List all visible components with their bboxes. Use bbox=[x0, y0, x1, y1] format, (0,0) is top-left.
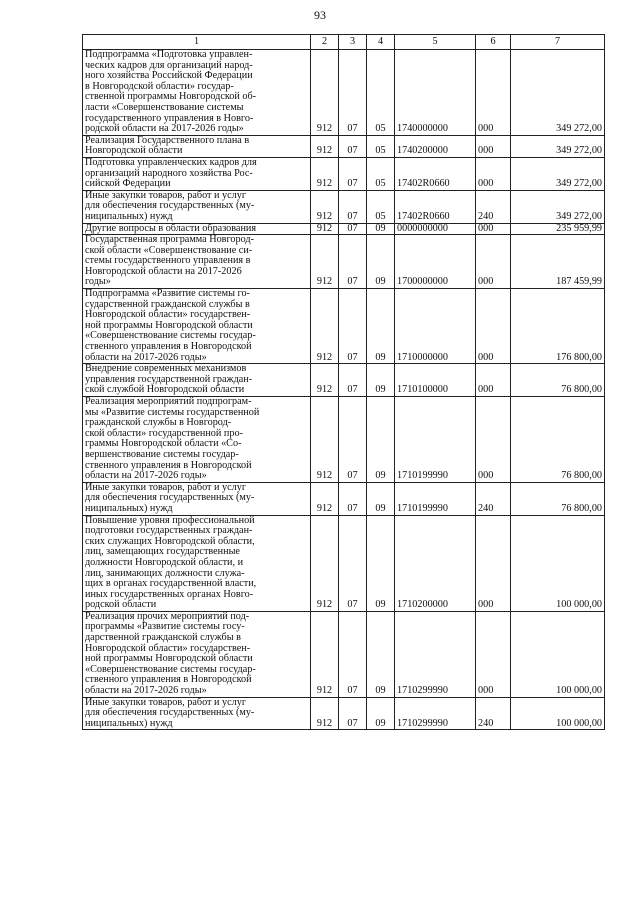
table-row bbox=[83, 50, 605, 136]
section-code-cell: 07 bbox=[339, 515, 367, 611]
target-article-cell: 1700000000 bbox=[395, 235, 476, 289]
section-code-cell: 07 bbox=[339, 223, 367, 235]
target-article-cell: 1710299990 bbox=[395, 697, 476, 730]
expense-type-cell: 000 bbox=[476, 289, 511, 364]
section-code-cell: 07 bbox=[339, 482, 367, 515]
admin-code-cell: 912 bbox=[311, 697, 339, 730]
amount-cell: 187 459,99 bbox=[511, 235, 605, 289]
subsection-code-cell: 09 bbox=[367, 611, 395, 697]
section-code-cell: 07 bbox=[339, 611, 367, 697]
amount-cell: 349 272,00 bbox=[511, 157, 605, 190]
item-name-cell: Иные закупки товаров, работ и услуг для обеспечения государственных (му- ниципальных) нужд bbox=[83, 482, 311, 515]
target-article-cell: 1740000000 bbox=[395, 50, 476, 136]
amount-cell: 76 800,00 bbox=[511, 397, 605, 483]
section-code-cell: 07 bbox=[339, 364, 367, 397]
amount-cell: 349 272,00 bbox=[511, 135, 605, 157]
section-code-cell: 07 bbox=[339, 190, 367, 223]
table-body bbox=[83, 50, 605, 730]
target-article-cell: 1740200000 bbox=[395, 135, 476, 157]
item-name-cell: Иные закупки товаров, работ и услуг для обеспечения государственных (му- ниципальных) нужд bbox=[83, 697, 311, 730]
subsection-code-cell: 05 bbox=[367, 190, 395, 223]
column-header: 6 bbox=[476, 35, 511, 50]
table-row bbox=[83, 289, 605, 364]
item-name-cell: Подпрограмма «Развитие системы го- сударственной гражданской службы в Новгородской области» государствен- ной программы Новгородской области «Совершенствование системы государ- ственного управления в Новгородской области на 2017-2026 годы» bbox=[83, 289, 311, 364]
subsection-code-cell: 05 bbox=[367, 135, 395, 157]
item-name-cell: Подпрограмма «Подготовка управлен- ческих кадров для организаций народ- ного хозяйства Российской Федерации в Новгородской области» государ- ственной программы Новгородской об- ласти «Совершенствование системы государственного управления в Новго- родской области на 2017-2026 годы» bbox=[83, 50, 311, 136]
admin-code-cell: 912 bbox=[311, 515, 339, 611]
target-article-cell: 1710200000 bbox=[395, 515, 476, 611]
expense-type-cell: 000 bbox=[476, 135, 511, 157]
amount-cell: 235 959,99 bbox=[511, 223, 605, 235]
table-row bbox=[83, 697, 605, 730]
column-header: 2 bbox=[311, 35, 339, 50]
expense-type-cell: 000 bbox=[476, 50, 511, 136]
item-name-cell: Государственная программа Новгород- ской области «Совершенствование си- стемы государственного управления в Новгородской области на 2017-2026 годы» bbox=[83, 235, 311, 289]
expense-type-cell: 000 bbox=[476, 611, 511, 697]
admin-code-cell: 912 bbox=[311, 235, 339, 289]
amount-cell: 100 000,00 bbox=[511, 515, 605, 611]
subsection-code-cell: 05 bbox=[367, 157, 395, 190]
target-article-cell: 17402R0660 bbox=[395, 157, 476, 190]
section-code-cell: 07 bbox=[339, 157, 367, 190]
table-row bbox=[83, 611, 605, 697]
column-header: 3 bbox=[339, 35, 367, 50]
section-code-cell: 07 bbox=[339, 135, 367, 157]
section-code-cell: 07 bbox=[339, 289, 367, 364]
target-article-cell: 1710199990 bbox=[395, 397, 476, 483]
subsection-code-cell: 09 bbox=[367, 235, 395, 289]
amount-cell: 100 000,00 bbox=[511, 697, 605, 730]
expense-type-cell: 000 bbox=[476, 157, 511, 190]
admin-code-cell: 912 bbox=[311, 223, 339, 235]
section-code-cell: 07 bbox=[339, 235, 367, 289]
admin-code-cell: 912 bbox=[311, 289, 339, 364]
item-name-cell: Другие вопросы в области образования bbox=[83, 223, 311, 235]
section-code-cell: 07 bbox=[339, 397, 367, 483]
expense-type-cell: 000 bbox=[476, 235, 511, 289]
column-header: 1 bbox=[83, 35, 311, 50]
admin-code-cell: 912 bbox=[311, 397, 339, 483]
section-code-cell: 07 bbox=[339, 697, 367, 730]
table-row bbox=[83, 157, 605, 190]
expense-type-cell: 000 bbox=[476, 397, 511, 483]
target-article-cell: 0000000000 bbox=[395, 223, 476, 235]
target-article-cell: 17402R0660 bbox=[395, 190, 476, 223]
column-header: 7 bbox=[511, 35, 605, 50]
amount-cell: 349 272,00 bbox=[511, 190, 605, 223]
section-code-cell: 07 bbox=[339, 50, 367, 136]
subsection-code-cell: 09 bbox=[367, 364, 395, 397]
column-header: 4 bbox=[367, 35, 395, 50]
budget-table bbox=[82, 34, 605, 730]
item-name-cell: Реализация Государственного плана в Новгородской области bbox=[83, 135, 311, 157]
item-name-cell: Подготовка управленческих кадров для организаций народного хозяйства Рос- сийской Федерации bbox=[83, 157, 311, 190]
expense-type-cell: 000 bbox=[476, 223, 511, 235]
subsection-code-cell: 09 bbox=[367, 289, 395, 364]
subsection-code-cell: 09 bbox=[367, 397, 395, 483]
admin-code-cell: 912 bbox=[311, 135, 339, 157]
table-row bbox=[83, 397, 605, 483]
table-row bbox=[83, 235, 605, 289]
item-name-cell: Повышение уровня профессиональной подготовки государственных граждан- ских служащих Новгородской области, лиц, замещающих государственные должности Новгородской области, и лиц, занимающих должности служа- щих в органах государственной власти, иных государственных органах Новго- родской области bbox=[83, 515, 311, 611]
item-name-cell: Реализация прочих мероприятий под- программы «Развитие системы госу- дарственной гражданской службы в Новгородской области» государствен- ной программы Новгородской области «Совершенствование системы государ- ственного управления в Новгородской области на 2017-2026 годы» bbox=[83, 611, 311, 697]
table-row bbox=[83, 190, 605, 223]
table-row bbox=[83, 223, 605, 235]
table-row bbox=[83, 135, 605, 157]
subsection-code-cell: 09 bbox=[367, 223, 395, 235]
table-row bbox=[83, 482, 605, 515]
subsection-code-cell: 05 bbox=[367, 50, 395, 136]
item-name-cell: Реализация мероприятий подпрограм- мы «Развитие системы государственной гражданской службы в Новгород- ской области» государственной про- граммы Новгородской области «Со- вершенствование системы государ- ственного управления в Новгородской области на 2017-2026 годы» bbox=[83, 397, 311, 483]
page-number: 93 bbox=[314, 8, 326, 22]
item-name-cell: Внедрение современных механизмов управления государственной граждан- ской службой Новгородской области bbox=[83, 364, 311, 397]
amount-cell: 349 272,00 bbox=[511, 50, 605, 136]
subsection-code-cell: 09 bbox=[367, 697, 395, 730]
target-article-cell: 1710000000 bbox=[395, 289, 476, 364]
target-article-cell: 1710100000 bbox=[395, 364, 476, 397]
target-article-cell: 1710199990 bbox=[395, 482, 476, 515]
subsection-code-cell: 09 bbox=[367, 482, 395, 515]
admin-code-cell: 912 bbox=[311, 482, 339, 515]
expense-type-cell: 240 bbox=[476, 697, 511, 730]
admin-code-cell: 912 bbox=[311, 157, 339, 190]
admin-code-cell: 912 bbox=[311, 50, 339, 136]
subsection-code-cell: 09 bbox=[367, 515, 395, 611]
table-row bbox=[83, 364, 605, 397]
expense-type-cell: 240 bbox=[476, 482, 511, 515]
amount-cell: 100 000,00 bbox=[511, 611, 605, 697]
amount-cell: 176 800,00 bbox=[511, 289, 605, 364]
amount-cell: 76 800,00 bbox=[511, 482, 605, 515]
column-header: 5 bbox=[395, 35, 476, 50]
admin-code-cell: 912 bbox=[311, 190, 339, 223]
table-row bbox=[83, 515, 605, 611]
item-name-cell: Иные закупки товаров, работ и услуг для обеспечения государственных (му- ниципальных) нужд bbox=[83, 190, 311, 223]
amount-cell: 76 800,00 bbox=[511, 364, 605, 397]
target-article-cell: 1710299990 bbox=[395, 611, 476, 697]
expense-type-cell: 240 bbox=[476, 190, 511, 223]
expense-type-cell: 000 bbox=[476, 515, 511, 611]
header-row bbox=[83, 35, 605, 50]
admin-code-cell: 912 bbox=[311, 611, 339, 697]
admin-code-cell: 912 bbox=[311, 364, 339, 397]
expense-type-cell: 000 bbox=[476, 364, 511, 397]
